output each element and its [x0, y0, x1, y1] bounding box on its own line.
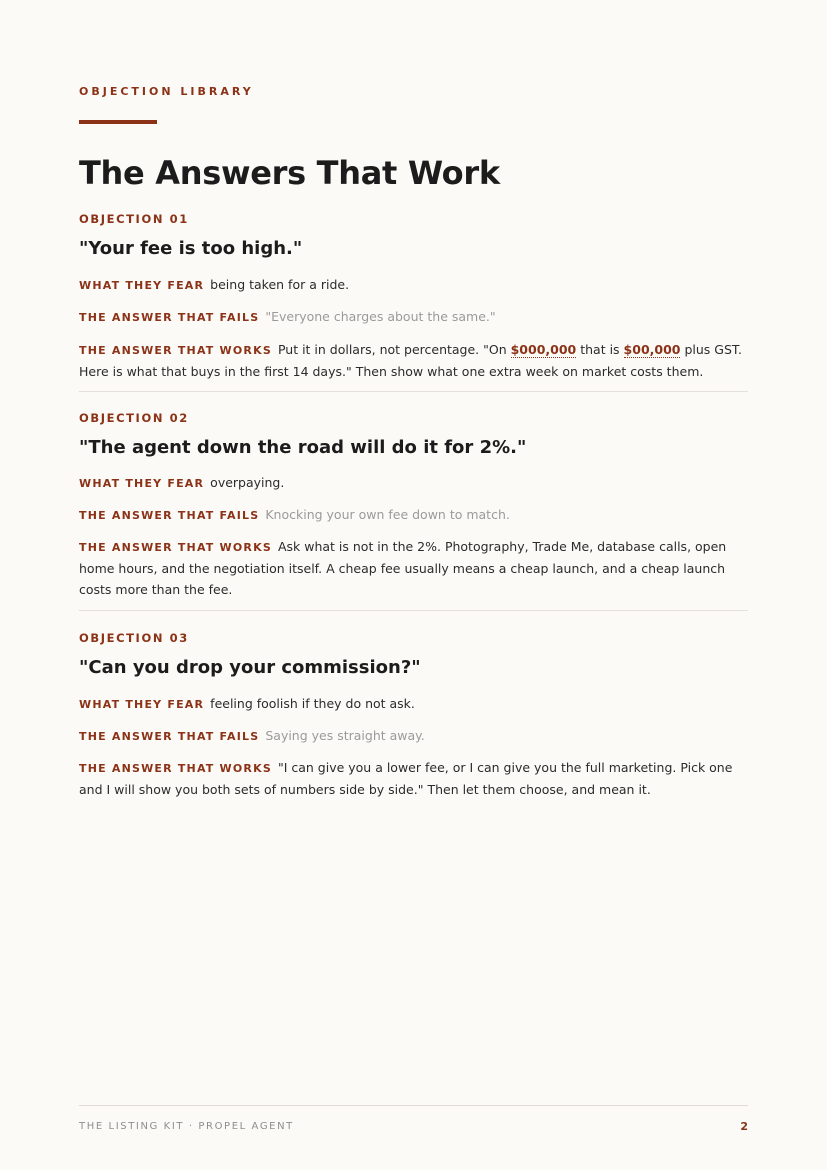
fee-placeholder: $00,000 [623, 342, 681, 357]
fails-row [79, 725, 748, 747]
footer-rule [79, 1105, 748, 1106]
eyebrow-rule [79, 120, 157, 124]
fear-label: WHAT THEY FEAR [79, 477, 205, 490]
section-divider [79, 610, 748, 611]
fails-text: Saying yes straight away. [265, 728, 425, 743]
objection-03 [79, 631, 748, 800]
fear-label: WHAT THEY FEAR [79, 279, 205, 292]
price-placeholder: $000,000 [510, 342, 577, 357]
fear-label: WHAT THEY FEAR [79, 698, 205, 711]
works-text-end: plus GST. Here is what that buys in the first 14 days." Then show what one extra week on market costs them. [79, 342, 743, 379]
works-label: THE ANSWER THAT WORKS [79, 541, 272, 554]
objection-label: OBJECTION 02 [79, 411, 189, 425]
fails-text: Knocking your own fee down to match. [265, 507, 510, 522]
fails-text: "Everyone charges about the same." [265, 309, 496, 324]
objection-02 [79, 411, 748, 600]
works-label: THE ANSWER THAT WORKS [79, 344, 272, 357]
works-text-start: Put it in dollars, not percentage. "On [277, 342, 511, 357]
fails-row [79, 306, 748, 328]
objection-quote: "Can you drop your commission?" [79, 657, 421, 678]
fear-row [79, 274, 748, 296]
works-text-mid: that is [576, 342, 624, 357]
fails-label: THE ANSWER THAT FAILS [79, 509, 260, 522]
fails-row [79, 504, 748, 526]
section-divider [79, 391, 748, 392]
fear-text: being taken for a ride. [210, 277, 350, 292]
works-label: THE ANSWER THAT WORKS [79, 762, 272, 775]
section-eyebrow: OBJECTION LIBRARY [79, 85, 254, 98]
objection-label: OBJECTION 01 [79, 212, 189, 226]
footer-title: THE LISTING KIT · PROPEL AGENT [79, 1121, 294, 1132]
fear-text: overpaying. [210, 475, 285, 490]
objection-quote: "Your fee is too high." [79, 238, 303, 259]
works-text: "I can give you a lower fee, or I can give you the full marketing. Pick one and I will show you both sets of numbers side by side." Then let them choose, and mean it. [79, 760, 733, 797]
fails-label: THE ANSWER THAT FAILS [79, 730, 260, 743]
works-row [79, 757, 748, 800]
works-row [79, 536, 748, 600]
page-number: 2 [740, 1120, 748, 1133]
objection-label: OBJECTION 03 [79, 631, 189, 645]
works-text: Ask what is not in the 2%. Photography, Trade Me, database calls, open home hours, and the negotiation itself. A cheap fee usually means a cheap launch, and a cheap launch costs more than the fee. [79, 539, 727, 597]
fear-row [79, 693, 748, 715]
page-title: The Answers That Work [79, 154, 500, 192]
fear-row [79, 472, 748, 494]
works-row [79, 339, 748, 382]
fails-label: THE ANSWER THAT FAILS [79, 311, 260, 324]
fear-text: feeling foolish if they do not ask. [210, 696, 415, 711]
objection-01 [79, 212, 748, 382]
objection-quote: "The agent down the road will do it for 2%." [79, 437, 527, 458]
